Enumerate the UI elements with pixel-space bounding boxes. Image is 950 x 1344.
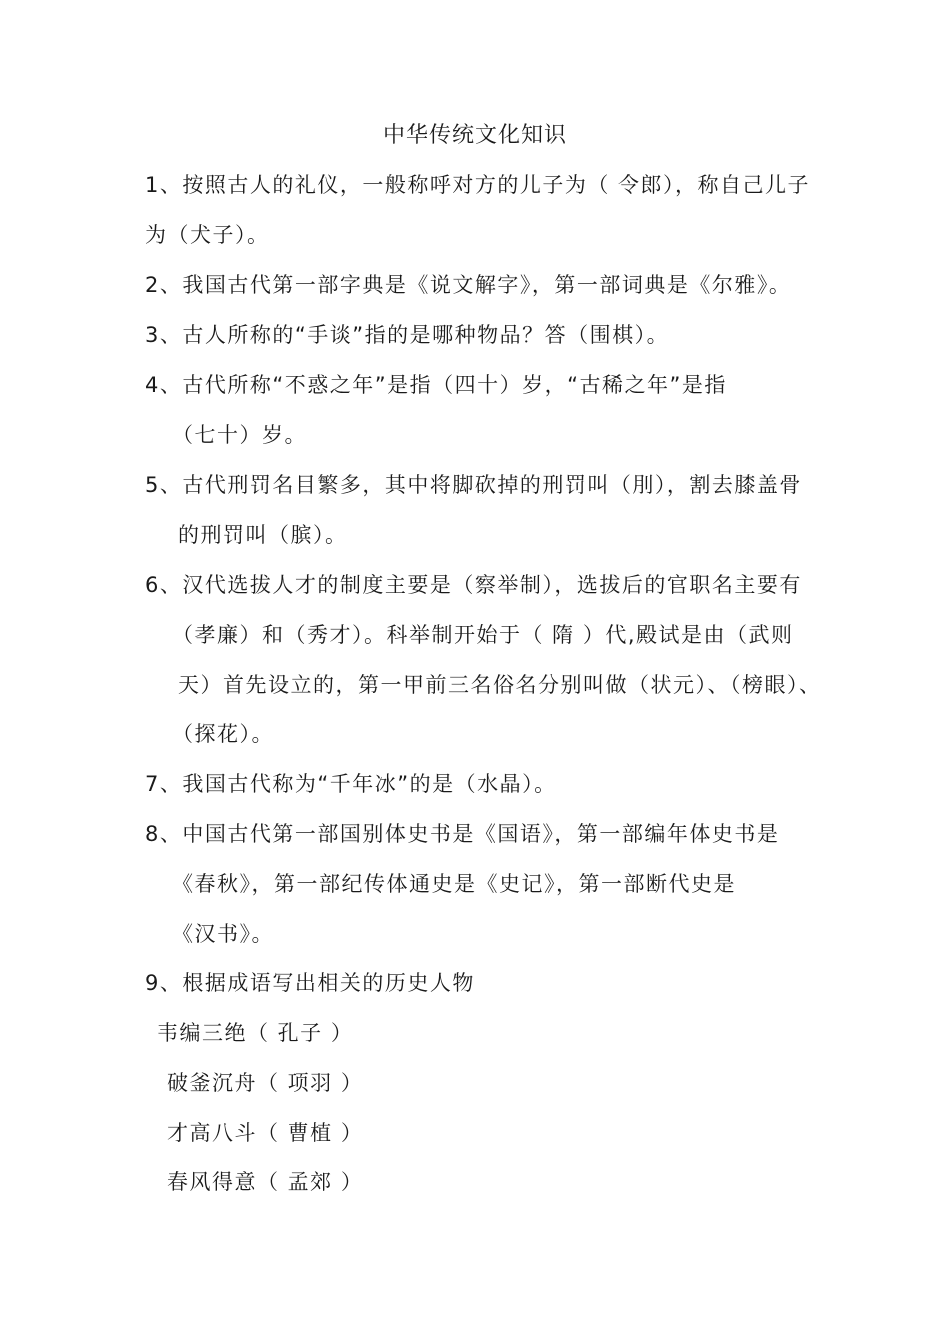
q1-line-2: 为（犬子）。 — [145, 223, 270, 247]
q5-line-2: 的刑罚叫（膑）。 — [178, 523, 348, 547]
q2-line-1: 2、我国古代第一部字典是《说文解字》，第一部词典是《尔雅》。 — [145, 273, 792, 297]
idiom-item: 破釜沉舟（ 项羽 ） — [167, 1071, 364, 1095]
q6-line-2: （孝廉）和（秀才）。科举制开始于（ 隋 ）代,殿试是由（武则 — [172, 623, 794, 647]
idiom-item: 韦编三绝（ 孔子 ） — [157, 1021, 354, 1045]
document-title: 中华传统文化知识 — [382, 123, 567, 148]
q7-line-1: 7、我国古代称为“千年冰”的是（水晶）。 — [145, 772, 557, 796]
q1-line-1: 1、按照古人的礼仪，一般称呼对方的儿子为（ 令郎），称自己儿子 — [145, 173, 811, 197]
q6-line-4: （探花）。 — [172, 722, 274, 746]
q8-line-2: 《春秋》，第一部纪传体通史是《史记》，第一部断代史是 — [172, 872, 736, 896]
idiom-item: 春风得意（ 孟郊 ） — [167, 1170, 364, 1194]
q4-line-2: （七十）岁。 — [172, 423, 307, 447]
q4-line-1: 4、古代所称“不惑之年”是指（四十）岁，“古稀之年”是指 — [145, 373, 727, 397]
q6-line-3: 天）首先设立的，第一甲前三名俗名分别叫做（状元）、（榜眼）、 — [178, 673, 822, 697]
q8-line-1: 8、中国古代第一部国别体史书是《国语》，第一部编年体史书是 — [145, 822, 780, 846]
q3-line-1: 3、古人所称的“手谈”指的是哪种物品？答（围棋）。 — [145, 323, 670, 347]
idiom-item: 才高八斗（ 曹植 ） — [167, 1121, 364, 1145]
q5-line-1: 5、古代刑罚名目繁多，其中将脚砍掉的刑罚叫（刖），割去膝盖骨 — [145, 473, 802, 497]
q6-line-1: 6、汉代选拔人才的制度主要是（察举制），选拔后的官职名主要有 — [145, 573, 802, 597]
q9-line-1: 9、根据成语写出相关的历史人物 — [145, 971, 475, 995]
q8-line-3: 《汉书》。 — [172, 922, 274, 946]
